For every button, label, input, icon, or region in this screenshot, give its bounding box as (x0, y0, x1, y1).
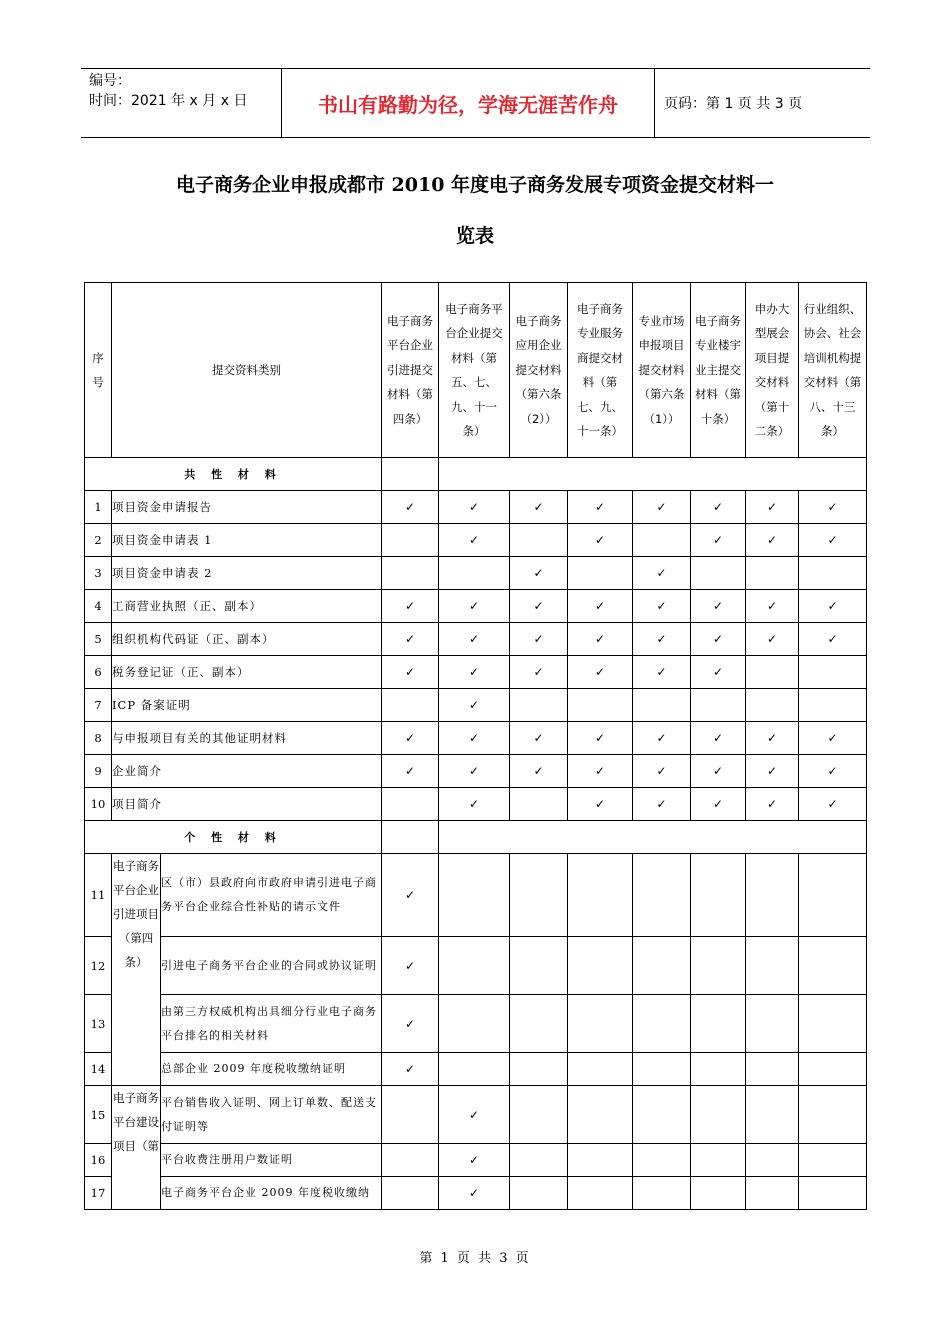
table-row (85, 1144, 867, 1177)
section-spacer (382, 821, 439, 854)
check-mark: ✓ (382, 755, 439, 788)
row-number: 7 (85, 689, 112, 722)
check-mark: ✓ (568, 788, 633, 821)
row-material-name: 引进电子商务平台企业的合同或协议证明 (161, 937, 382, 995)
empty-cell (799, 1144, 867, 1177)
check-mark: ✓ (382, 854, 439, 937)
section-label-specific: 个 性 材 料 (85, 821, 382, 854)
row-material-name: 工商营业执照（正、副本） (112, 590, 382, 623)
empty-cell (746, 995, 799, 1053)
empty-cell (439, 937, 510, 995)
check-mark: ✓ (510, 755, 568, 788)
empty-cell (799, 1053, 867, 1086)
check-mark: ✓ (633, 491, 691, 524)
empty-cell (568, 1177, 633, 1210)
row-material-name: ICP 备案证明 (112, 689, 382, 722)
row-material-name: 平台销售收入证明、网上订单数、配送支付证明等 (161, 1086, 382, 1144)
check-mark: ✓ (510, 590, 568, 623)
table-row (85, 788, 867, 821)
section-row-common (85, 458, 867, 491)
table-row (85, 722, 867, 755)
section-spacer (439, 821, 867, 854)
row-material-name: 总部企业 2009 年度税收缴纳证明 (161, 1053, 382, 1086)
check-mark: ✓ (439, 1086, 510, 1144)
section-row-specific (85, 821, 867, 854)
section-label-common: 共 性 材 料 (85, 458, 382, 491)
empty-cell (691, 854, 746, 937)
row-number: 13 (85, 995, 112, 1053)
empty-cell (510, 1144, 568, 1177)
check-mark: ✓ (510, 557, 568, 590)
table-row (85, 689, 867, 722)
table-row (85, 524, 867, 557)
check-mark: ✓ (568, 491, 633, 524)
section-spacer (439, 458, 867, 491)
row-number: 10 (85, 788, 112, 821)
header-meta (89, 71, 279, 111)
check-mark: ✓ (746, 491, 799, 524)
col-header-market: 专业市场申报项目提交材料（第六条（1）） (633, 283, 691, 458)
empty-cell (510, 995, 568, 1053)
page-header (81, 68, 870, 138)
check-mark: ✓ (633, 656, 691, 689)
col-header-seq: 序号 (85, 283, 112, 458)
document-title-continued: 览表 (455, 225, 494, 247)
check-mark: ✓ (382, 1053, 439, 1086)
empty-cell (746, 1053, 799, 1086)
row-number: 8 (85, 722, 112, 755)
row-material-name: 税务登记证（正、副本） (112, 656, 382, 689)
empty-cell (746, 1086, 799, 1144)
empty-cell (633, 524, 691, 557)
header-motto: 书山有路勤为径，学海无涯苦作舟 (281, 69, 655, 137)
check-mark: ✓ (691, 623, 746, 656)
empty-cell (746, 1144, 799, 1177)
row-number: 3 (85, 557, 112, 590)
check-mark: ✓ (633, 623, 691, 656)
empty-cell (568, 854, 633, 937)
check-mark: ✓ (382, 722, 439, 755)
check-mark: ✓ (510, 491, 568, 524)
row-number: 6 (85, 656, 112, 689)
check-mark: ✓ (691, 656, 746, 689)
empty-cell (633, 854, 691, 937)
table-row (85, 623, 867, 656)
check-mark: ✓ (439, 755, 510, 788)
check-mark: ✓ (439, 1177, 510, 1210)
empty-cell (746, 937, 799, 995)
row-number: 16 (85, 1144, 112, 1177)
row-material-name: 企业简介 (112, 755, 382, 788)
empty-cell (746, 854, 799, 937)
row-material-name: 与申报项目有关的其他证明材料 (112, 722, 382, 755)
table-row (85, 995, 867, 1053)
empty-cell (439, 557, 510, 590)
check-mark: ✓ (382, 656, 439, 689)
empty-cell (633, 937, 691, 995)
serial-label: 编号： (89, 73, 131, 89)
empty-cell (746, 656, 799, 689)
row-material-name: 项目资金申请表 1 (112, 524, 382, 557)
check-mark: ✓ (382, 491, 439, 524)
check-mark: ✓ (439, 524, 510, 557)
check-mark: ✓ (691, 491, 746, 524)
table-body (85, 283, 867, 1210)
empty-cell (691, 689, 746, 722)
check-mark: ✓ (799, 722, 867, 755)
check-mark: ✓ (568, 656, 633, 689)
row-number: 2 (85, 524, 112, 557)
empty-cell (691, 1144, 746, 1177)
empty-cell (510, 1177, 568, 1210)
empty-cell (799, 1177, 867, 1210)
group-label: 电子商务平台建设项目（第 (112, 1086, 161, 1210)
check-mark: ✓ (568, 722, 633, 755)
row-number: 17 (85, 1177, 112, 1210)
empty-cell (510, 1053, 568, 1086)
empty-cell (510, 1086, 568, 1144)
empty-cell (510, 689, 568, 722)
table-row (85, 491, 867, 524)
table-header-row (85, 283, 867, 458)
empty-cell (691, 1086, 746, 1144)
empty-cell (382, 557, 439, 590)
empty-cell (691, 995, 746, 1053)
col-header-building: 电子商务专业楼宇业主提交材料（第十条） (691, 283, 746, 458)
check-mark: ✓ (439, 722, 510, 755)
empty-cell (382, 1177, 439, 1210)
empty-cell (746, 689, 799, 722)
check-mark: ✓ (746, 755, 799, 788)
row-number: 14 (85, 1053, 112, 1086)
empty-cell (382, 524, 439, 557)
empty-cell (633, 689, 691, 722)
empty-cell (691, 1053, 746, 1086)
empty-cell (633, 1086, 691, 1144)
table-row (85, 854, 867, 937)
row-material-name: 平台收费注册用户数证明 (161, 1144, 382, 1177)
empty-cell (799, 1086, 867, 1144)
document-title: 电子商务企业申报成都市 2010 年度电子商务发展专项资金提交材料一 (175, 174, 775, 196)
row-material-name: 项目资金申请报告 (112, 491, 382, 524)
col-header-platform: 电子商务平台企业提交材料（第五、七、九、十一条） (439, 283, 510, 458)
col-header-platform-import: 电子商务平台企业引进提交材料（第四条） (382, 283, 439, 458)
empty-cell (510, 524, 568, 557)
empty-cell (633, 1144, 691, 1177)
empty-cell (510, 937, 568, 995)
empty-cell (799, 656, 867, 689)
empty-cell (746, 1177, 799, 1210)
empty-cell (439, 995, 510, 1053)
empty-cell (691, 557, 746, 590)
empty-cell (691, 937, 746, 995)
section-spacer (382, 458, 439, 491)
date-label: 时间：2021 年 x 月 x 日 (89, 93, 248, 109)
empty-cell (799, 557, 867, 590)
col-header-type: 提交资料类别 (112, 283, 382, 458)
group-label: 电子商务平台企业引进项目（第四条） (112, 854, 161, 1086)
table-row (85, 1053, 867, 1086)
check-mark: ✓ (382, 623, 439, 656)
check-mark: ✓ (439, 623, 510, 656)
check-mark: ✓ (799, 491, 867, 524)
check-mark: ✓ (799, 623, 867, 656)
check-mark: ✓ (382, 937, 439, 995)
check-mark: ✓ (439, 788, 510, 821)
check-mark: ✓ (568, 755, 633, 788)
check-mark: ✓ (510, 722, 568, 755)
check-mark: ✓ (439, 1144, 510, 1177)
col-header-exhibition: 申办大型展会项目提交材料（第十二条） (746, 283, 799, 458)
empty-cell (746, 557, 799, 590)
empty-cell (439, 1053, 510, 1086)
empty-cell (633, 995, 691, 1053)
row-material-name: 项目简介 (112, 788, 382, 821)
check-mark: ✓ (568, 524, 633, 557)
empty-cell (568, 557, 633, 590)
empty-cell (799, 689, 867, 722)
check-mark: ✓ (510, 656, 568, 689)
check-mark: ✓ (746, 623, 799, 656)
check-mark: ✓ (691, 590, 746, 623)
check-mark: ✓ (799, 590, 867, 623)
empty-cell (799, 854, 867, 937)
check-mark: ✓ (746, 788, 799, 821)
empty-cell (633, 1053, 691, 1086)
header-page-number: 页码：第 1 页 共 3 页 (664, 96, 803, 112)
col-header-service: 电子商务专业服务商提交材料（第七、九、十一条） (568, 283, 633, 458)
table-row (85, 590, 867, 623)
table-row (85, 937, 867, 995)
row-number: 4 (85, 590, 112, 623)
check-mark: ✓ (633, 788, 691, 821)
empty-cell (633, 1177, 691, 1210)
check-mark: ✓ (691, 788, 746, 821)
empty-cell (510, 788, 568, 821)
table-row (85, 1086, 867, 1144)
page-footer: 第 1 页 共 3 页 (419, 1251, 531, 1266)
row-number: 15 (85, 1086, 112, 1144)
empty-cell (510, 854, 568, 937)
check-mark: ✓ (691, 755, 746, 788)
table-row (85, 1177, 867, 1210)
check-mark: ✓ (691, 524, 746, 557)
row-material-name: 组织机构代码证（正、副本） (112, 623, 382, 656)
empty-cell (568, 689, 633, 722)
empty-cell (382, 1144, 439, 1177)
row-material-name: 区（市）县政府向市政府申请引进电子商务平台企业综合性补贴的请示文件 (161, 854, 382, 937)
check-mark: ✓ (799, 524, 867, 557)
empty-cell (382, 1086, 439, 1144)
check-mark: ✓ (439, 590, 510, 623)
check-mark: ✓ (746, 524, 799, 557)
row-number: 5 (85, 623, 112, 656)
empty-cell (382, 788, 439, 821)
empty-cell (568, 1086, 633, 1144)
materials-table (84, 282, 867, 1210)
row-number: 1 (85, 491, 112, 524)
empty-cell (568, 1053, 633, 1086)
empty-cell (568, 937, 633, 995)
check-mark: ✓ (568, 623, 633, 656)
empty-cell (568, 995, 633, 1053)
row-number: 12 (85, 937, 112, 995)
check-mark: ✓ (510, 623, 568, 656)
check-mark: ✓ (633, 722, 691, 755)
empty-cell (568, 1144, 633, 1177)
check-mark: ✓ (439, 689, 510, 722)
row-number: 11 (85, 854, 112, 937)
empty-cell (799, 995, 867, 1053)
col-header-association: 行业组织、协会、社会培训机构提交材料（第八、十三条） (799, 283, 867, 458)
check-mark: ✓ (633, 755, 691, 788)
check-mark: ✓ (633, 557, 691, 590)
check-mark: ✓ (382, 995, 439, 1053)
empty-cell (799, 937, 867, 995)
table-row (85, 557, 867, 590)
check-mark: ✓ (799, 755, 867, 788)
check-mark: ✓ (439, 656, 510, 689)
empty-cell (439, 854, 510, 937)
row-number: 9 (85, 755, 112, 788)
table-row (85, 755, 867, 788)
empty-cell (382, 689, 439, 722)
check-mark: ✓ (746, 722, 799, 755)
check-mark: ✓ (439, 491, 510, 524)
empty-cell (691, 1177, 746, 1210)
row-material-name: 项目资金申请表 2 (112, 557, 382, 590)
check-mark: ✓ (382, 590, 439, 623)
check-mark: ✓ (568, 590, 633, 623)
row-material-name: 由第三方权威机构出具细分行业电子商务平台排名的相关材料 (161, 995, 382, 1053)
check-mark: ✓ (633, 590, 691, 623)
check-mark: ✓ (799, 788, 867, 821)
check-mark: ✓ (691, 722, 746, 755)
table-row (85, 656, 867, 689)
check-mark: ✓ (746, 590, 799, 623)
col-header-application: 电子商务应用企业提交材料（第六条（2）） (510, 283, 568, 458)
row-material-name: 电子商务平台企业 2009 年度税收缴纳 (161, 1177, 382, 1210)
